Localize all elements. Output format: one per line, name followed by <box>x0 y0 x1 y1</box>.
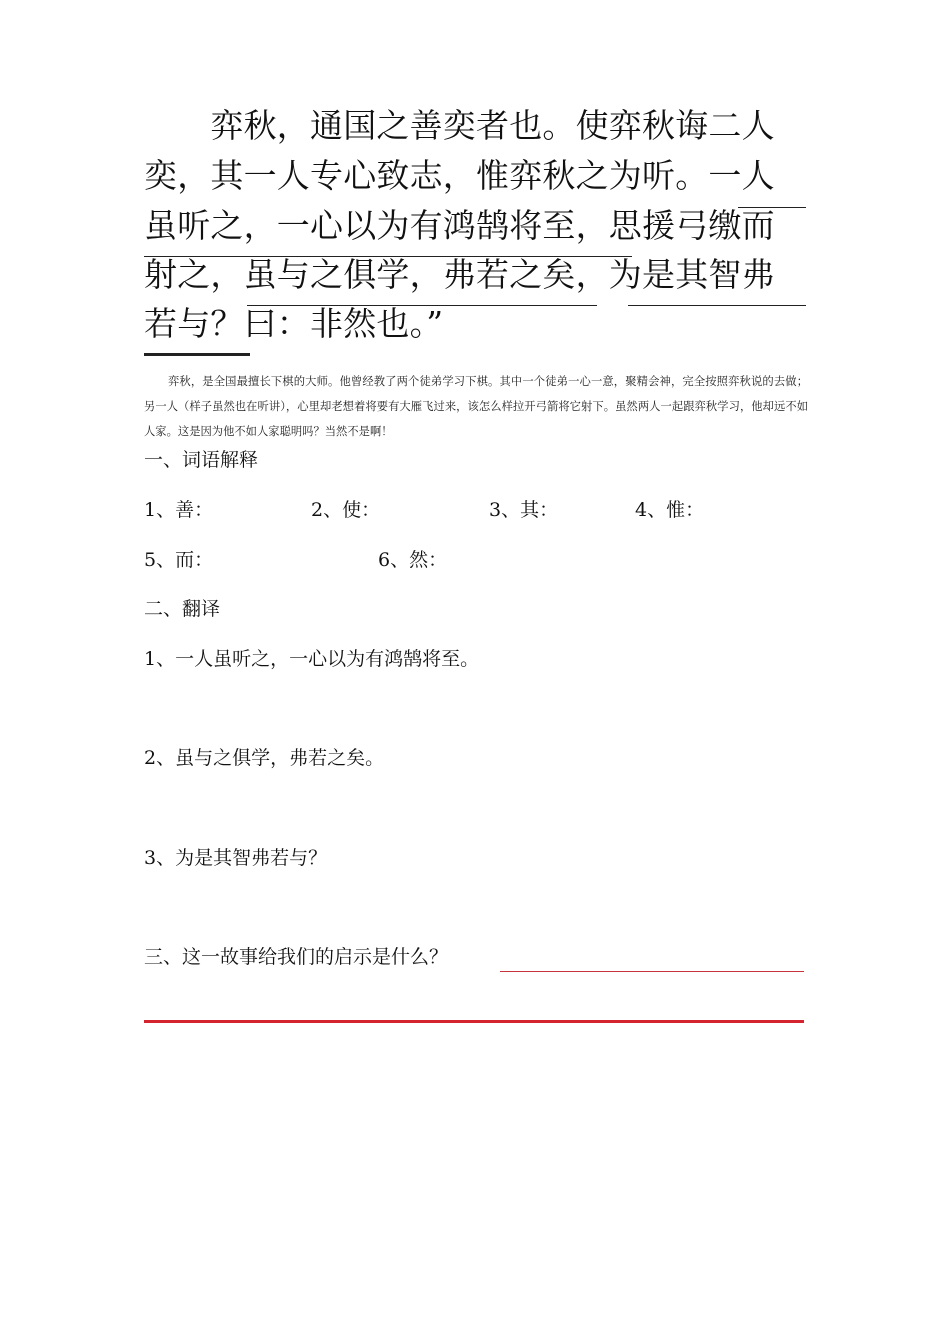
text-underline-line-3 <box>144 256 632 257</box>
text-underline-line-5 <box>144 353 250 356</box>
classical-text-line-2: 奕，其一人专心致志，惟弈秋之为听。一人 <box>144 156 775 195</box>
vocab-item-4: 4、惟： <box>635 499 705 521</box>
classical-text-line-5: 若与？曰：非然也。” <box>144 304 444 343</box>
text-underline-line-4b <box>628 305 806 306</box>
text-overline-mark <box>738 207 806 208</box>
text-underline-line-4a <box>247 305 597 306</box>
vocab-item-3: 3、其： <box>489 499 559 521</box>
translate-item-2: 2、虽与之俱学，弗若之矣。 <box>144 747 385 769</box>
vocab-item-5: 5、而： <box>144 549 214 571</box>
translation-paragraph: 弈秋，是全国最擅长下棋的大师。他曾经教了两个徒弟学习下棋。其中一个徒弟一心一意，聚精会神，完全按照弈秋说的去做；另一人（样子虽然也在听讲），心里却老想着将要有大雁飞过来，该怎么样拉开弓箭将它射下。虽然两人一起跟弈秋学习，他却远不如人家。这是因为他不如人家聪明吗？当然不是啊！ <box>144 375 808 438</box>
classical-text-line-3: 虽听之，一心以为有鸿鹄将至，思援弓缴而 <box>144 206 775 245</box>
answer-line-1 <box>500 971 804 972</box>
section3-heading: 三、这一故事给我们的启示是什么？ <box>144 946 449 968</box>
vocab-item-6: 6、然： <box>378 549 448 571</box>
translate-item-3: 3、为是其智弗若与？ <box>144 847 328 869</box>
classical-text-line-1: 弈秋，通国之善奕者也。使弈秋诲二人 <box>144 106 775 145</box>
section1-heading: 一、词语解释 <box>144 449 259 471</box>
section2-heading: 二、翻译 <box>144 598 221 620</box>
classical-text-line-4: 射之，虽与之俱学，弗若之矣，为是其智弗 <box>144 255 775 294</box>
vocab-item-2: 2、使： <box>311 499 381 521</box>
answer-line-2 <box>144 1020 804 1023</box>
translate-item-1: 1、一人虽听之，一心以为有鸿鹄将至。 <box>144 648 480 670</box>
vocab-item-1: 1、善： <box>144 499 214 521</box>
